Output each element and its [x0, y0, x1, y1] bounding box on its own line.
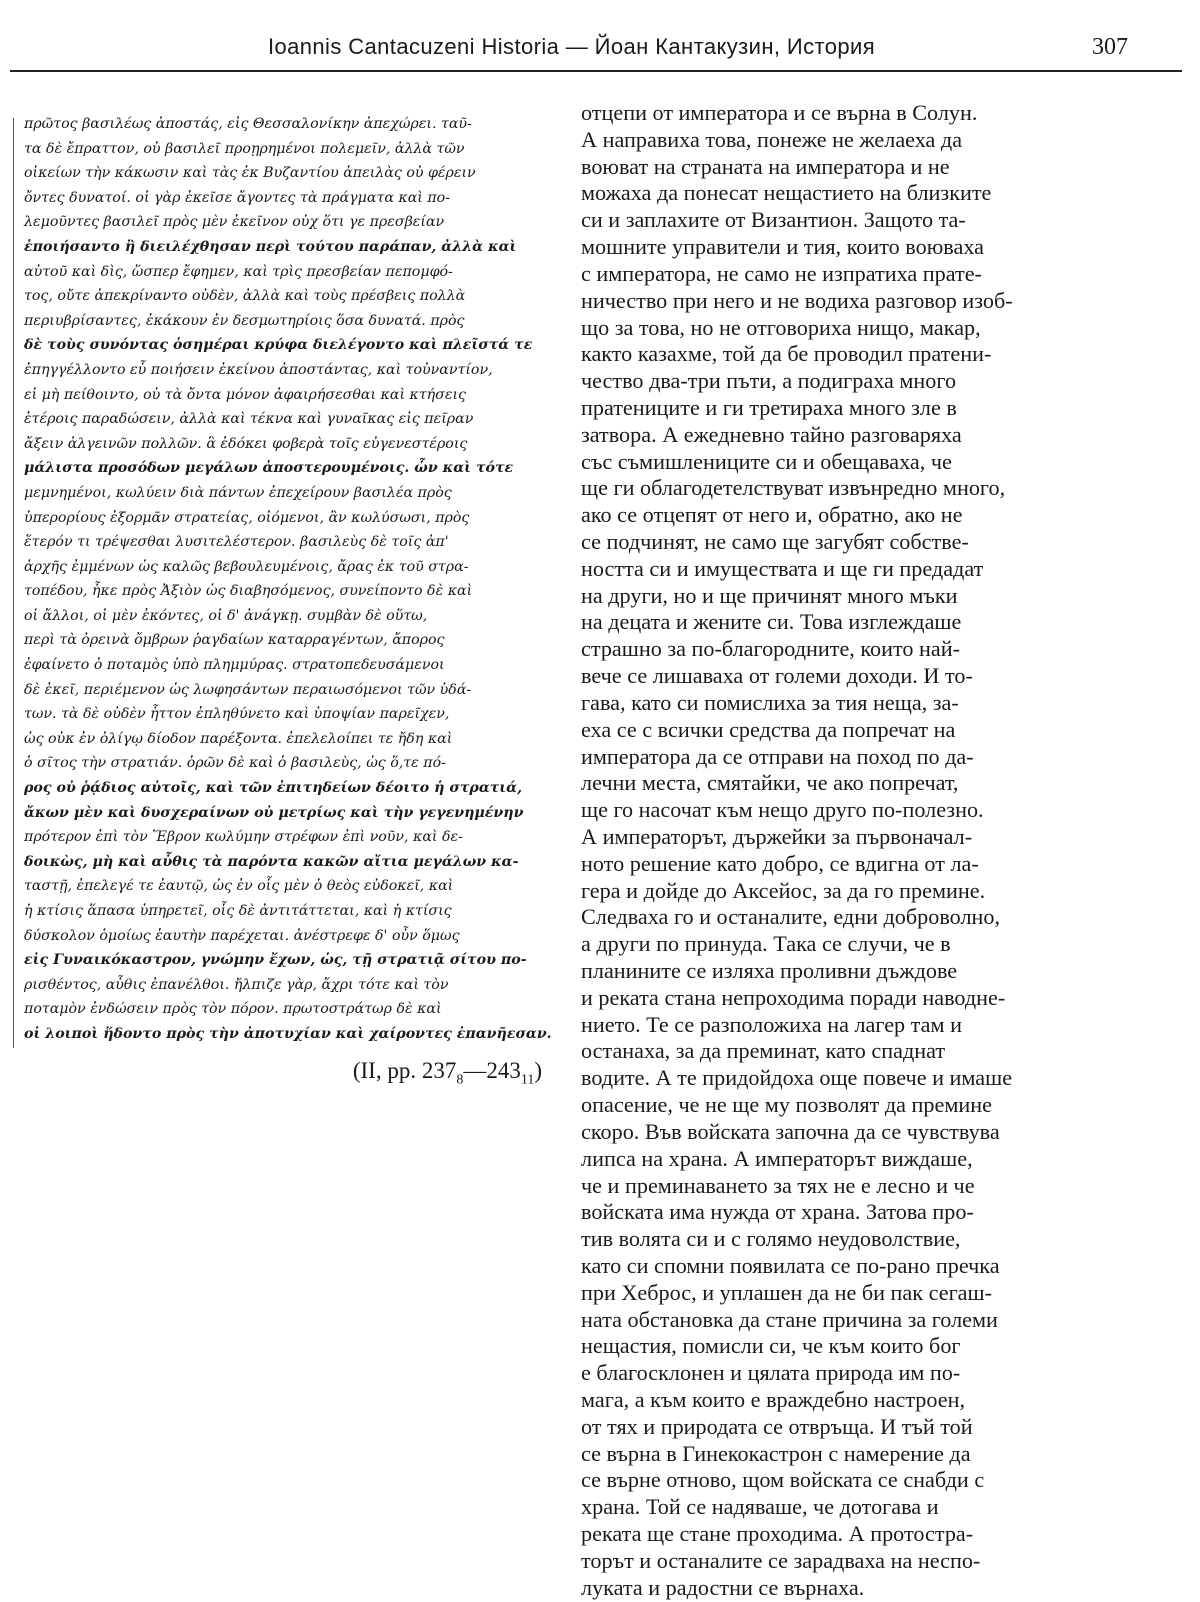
translation-line: липса на храна. А императорът виждаше, — [581, 1145, 973, 1171]
translation-line: като си спомни появилата се по-рано пречка — [581, 1252, 1000, 1278]
translation-line: ако се отцепят от него и, обратно, ако не — [581, 502, 963, 528]
translation-line: Следваха го и останалите, едни доброволно, — [581, 904, 1001, 930]
translation-line: ната обстановка да стане причина за големи — [581, 1306, 998, 1332]
translation-line: на други, но и ще причинят много мъки — [581, 582, 958, 608]
translation-line: от тях и природата се отвръща. И тъй той — [581, 1413, 973, 1439]
translation-line: императора да се отправи на поход по да- — [581, 743, 974, 769]
greek-line: πρότερον ἐπὶ τὸν Ἕβρον κωλύμην στρέφων ἐπὶ νοῦν, καὶ δε- — [24, 829, 463, 846]
translation-line: е благосклонен и цялата природа им по- — [581, 1360, 961, 1386]
citation-suffix: ) — [534, 1058, 542, 1083]
greek-line: περιυβρίσαντες, ἐκάκουν ἐν δεσμωτηρίοις ὅσα δυνατά. πρὸς — [24, 312, 465, 329]
greek-line: ἄξειν ἀλγεινῶν πολλῶν. ἃ ἐδόκει φοβερὰ τοῖς εὐγενεστέροις — [24, 435, 468, 452]
translation-line: реката ще стане проходима. А протостра- — [581, 1521, 974, 1547]
citation-subscript-start: 8 — [456, 1072, 464, 1088]
translation-line: ничество при него и не водиха разговор изоб- — [581, 287, 1013, 313]
translation-line: ното решение като добро, се вдигна от ла- — [581, 850, 979, 876]
greek-line: ἄκων μὲν καὶ δυσχεραίνων οὐ μετρίως καὶ τὴν γεγενημένην — [24, 804, 524, 821]
greek-line: περὶ τὰ ὀρεινὰ ὄμβρων ῥαγδαίων καταρραγέντων, ἄπορος — [24, 632, 445, 649]
greek-line: ἑτέροις παραδώσειν, ἀλλὰ καὶ τέκνα καὶ γυναῖκας εἰς πεῖραν — [24, 411, 474, 428]
greek-line: ταστῇ, ἐπελεγέ τε ἑαυτῷ, ὡς ἐν οἷς μὲν ὁ θεὸς εὐδοκεῖ, καὶ — [24, 878, 454, 895]
translation-line: мошните управители и тия, които воюваха — [581, 234, 984, 260]
translation-line: воюват на страната на императора и не — [581, 153, 950, 179]
greek-line: ἡ κτίσις ἅπασα ὑπηρετεῖ, οἷς δὲ ἀντιτάττεται, καὶ ἡ κτίσις — [24, 903, 452, 919]
greek-line: ἀρχῆς ἐμμένων ὡς καλῶς βεβουλευμένοις, ἄρας ἐκ τοῦ στρα- — [24, 558, 469, 575]
translation-line: войската има нужда от храна. Затова про- — [581, 1199, 974, 1225]
translation-line: както казахме, той да бе проводил пратени- — [581, 341, 992, 367]
greek-line: ὡς οὐκ ἐν ὀλίγῳ δίοδον παρέξοντα. ἐπελελοίπει τε ἤδη καὶ — [24, 730, 453, 747]
greek-line: δύσκολον ὁμοίως ἑαυτὴν παρέχεται. ἀνέστρεφε δ' οὖν ὅμως — [24, 927, 460, 944]
greek-line: αὐτοῦ καὶ δὶς, ὥσπερ ἔφημεν, καὶ τρὶς πρεσβείαν πεπομφό- — [24, 263, 453, 280]
translation-line: и реката стана непроходима поради наводне- — [581, 984, 1006, 1010]
translation-line: се подчинят, не само ще загубят собстве- — [581, 529, 969, 554]
translation-line: че и преминаването за тях не е лесно и че — [581, 1172, 975, 1198]
greek-line: ποταμὸν ἐνδώσειν πρὸς τὸν πόρον. πρωτοστράτωρ δὲ καὶ — [24, 1001, 442, 1018]
translation-line: еха се с всички средства да попречат на — [581, 716, 956, 742]
translation-line: пратениците и ги третираха много зле в — [581, 394, 957, 420]
translation-line: скоро. Във войската започна да се чувствува — [581, 1118, 1000, 1144]
translation-line: А направиха това, понеже не желаеха да — [581, 126, 963, 152]
translation-line: нещастия, помисли си, че към които бог — [581, 1333, 961, 1359]
greek-line: πρῶτος βασιλέως ἀποστάς, εἰς Θεσσαλονίκην ἀπεχώρει. ταῦ- — [24, 116, 472, 132]
greek-line: τοπέδου, ἧκε πρὸς Ἀξιὸν ὡς διαβησόμενος, συνείποντο δὲ καὶ — [24, 583, 473, 600]
greek-line: μεμνημένοι, κωλύειν διὰ πάντων ἐπεχείρουν βασιλέα πρὸς — [24, 484, 452, 501]
margin-rule — [13, 118, 14, 1048]
translation-line: гера и дойде до Аксейос, за да го премине. — [581, 877, 986, 903]
translation-line: а други по принуда. Така се случи, че в — [581, 931, 951, 957]
translation-line: луката и радостни се върнаха. — [581, 1574, 865, 1600]
translation-line: затвора. А ежедневно тайно разговаряха — [581, 421, 962, 447]
translation-line: торът и останалите се зарадваха на неспо- — [581, 1547, 981, 1573]
translation-line: гава, като си помислиха за тия неща, за- — [581, 689, 959, 715]
translation-line: при Хеброс, и уплашен да не би пак сегаш- — [581, 1279, 992, 1305]
greek-line: εἰ μὴ πείθοιντο, οὐ τὰ ὄντα μόνον ἀφαιρήσεσθαι καὶ κτήσεις — [24, 386, 466, 403]
translation-line: се върне отново, щом войската се снабди с — [581, 1467, 985, 1493]
greek-line: οἱ ἄλλοι, οἱ μὲν ἑκόντες, οἱ δ' ἀνάγκῃ. συμβὰν δὲ οὕτω, — [24, 607, 428, 624]
translation-line: нието. Те се разположиха на лагер там и — [581, 1011, 962, 1037]
running-head — [0, 30, 1200, 70]
translation-line: чество два-три пъти, а подиграха много — [581, 368, 957, 394]
header-rule — [10, 70, 1182, 72]
greek-line: ὁ σῖτος τὴν στρατιάν. ὁρῶν δὲ καὶ ὁ βασιλεὺς, ὡς ὅ,τε πό- — [24, 755, 446, 772]
citation-range: —243 — [463, 1058, 521, 1083]
page-number: 307 — [1092, 34, 1128, 60]
translation-line: се върна в Гинекокастрон с намерение да — [581, 1440, 971, 1466]
greek-line: οἱ λοιποὶ ἥδοντο πρὸς τὴν ἀποτυχίαν καὶ χαίροντες ἐπανῆεσαν. — [24, 1025, 552, 1042]
greek-line: δοικὼς, μὴ καὶ αὖθις τὰ παρόντα κακῶν αἴτια μεγάλων κα- — [24, 853, 519, 870]
citation-prefix: (II, pp. 237 — [352, 1058, 457, 1083]
translation-line: А императорът, държейки за първоначал- — [581, 823, 973, 849]
greek-line: τος, οὔτε ἀπεκρίναντο οὐδὲν, ἀλλὰ καὶ τοὺς πρέσβεις πολλὰ — [24, 288, 466, 305]
greek-line: μάλιστα προσόδων μεγάλων ἀποστερουμένοις. ὧν καὶ τότε — [24, 460, 514, 477]
greek-line: δὲ ἐκεῖ, περιέμενον ὡς λωφησάντων περαιωσόμενοι τῶν ὑδά- — [24, 681, 472, 698]
translation-line: останаха, за да преминат, като спаднат — [581, 1038, 946, 1064]
translation-line: що за това, но не отговориха нищо, макар, — [581, 314, 981, 340]
greek-line: εἰς Γυναικόκαστρον, γνώμην ἔχων, ὡς, τῇ στρατιᾷ σίτου πο- — [24, 952, 527, 969]
translation-line: ността си и имуществата и ще ги предадат — [581, 555, 984, 581]
translation-line: с императора, не само не изпратиха прате- — [581, 260, 982, 286]
greek-line: ἐπηγγέλλοντο εὖ ποιήσειν ἐκείνου ἀποστάντας, καὶ τοὐναντίον, — [24, 361, 493, 378]
running-title: Ioannis Cantacuzeni Historia — Йоан Кантакузин, История — [268, 34, 876, 59]
greek-text-column — [24, 112, 550, 1047]
greek-line: ἐφαίνετο ὁ ποταμὸς ὑπὸ πλημμύρας. στρατοπεδευσάμενοι — [24, 657, 445, 674]
greek-line: ρισθέντος, αὖθις ἐπανέλθοι. ἤλπιζε γὰρ, ἄχρι τότε καὶ τὸν — [24, 976, 449, 993]
translation-line: водите. А те придойдоха още повече и имаше — [581, 1065, 1013, 1091]
translation-line: тив волята си и с голямо неудоволствие, — [581, 1226, 961, 1252]
translation-line: храна. Той се надяваше, че дотогава и — [581, 1494, 939, 1520]
greek-line: τα δὲ ἔπραττον, οὐ βασιλεῖ προῃρημένοι πολεμεῖν, ἀλλὰ τῶν — [24, 140, 465, 157]
bulgarian-translation-column — [581, 100, 1181, 1602]
greek-line: δὲ τοὺς συνόντας ὁσημέραι κρύφα διελέγοντο καὶ πλεῖστά τε — [24, 337, 533, 354]
greek-line: ἕτερόν τι τρέψεσθαι λυσιτελέστερον. βασιλεὺς δὲ τοῖς ἀπ' — [24, 534, 449, 551]
translation-line: можаха да понесат нещастието на близките — [581, 180, 992, 206]
translation-line: на децата и жените си. Това изглеждаше — [581, 609, 962, 635]
translation-line: ще го насочат към нещо друго по-полезно. — [581, 797, 984, 823]
translation-line: ще ги облагодетелствуват извънредно много, — [581, 475, 1006, 501]
greek-line: οἰκείων τὴν κάκωσιν καὶ τὰς ἐκ Βυζαντίου ἀπειλὰς οὐ φέρειν — [24, 165, 476, 182]
translation-line: опасение, че не ще му позволят да премине — [581, 1092, 992, 1118]
greek-line: ρος οὐ ῥᾴδιος αὐτοῖς, καὶ τῶν ἐπιτηδείων δέοιτο ἡ στρατιά, — [24, 780, 523, 797]
greek-line: ἐποιήσαντο ἢ διειλέχθησαν περὶ τούτου παράπαν, ἀλλὰ καὶ — [24, 238, 517, 255]
translation-line: вече се лишаваха от големи доходи. И то- — [581, 663, 973, 689]
translation-line: страшно за по-благородните, които най- — [581, 636, 961, 662]
greek-line: των. τὰ δὲ οὐδὲν ἧττον ἐπληθύνετο καὶ ὑποψίαν παρεῖχεν, — [24, 706, 450, 723]
translation-line: планините се изляха проливни дъждове — [581, 958, 958, 983]
translation-line: мага, а към които е враждебно настроен, — [581, 1387, 966, 1412]
translation-line: със съмишлениците си и обещаваха, че — [581, 448, 952, 474]
citation-subscript-end: 11 — [520, 1072, 535, 1088]
translation-line: отцепи от императора и се върна в Солун. — [581, 100, 978, 125]
source-citation — [353, 1058, 542, 1089]
translation-line: си и заплахите от Византион. Защото та- — [581, 207, 966, 233]
greek-line: ὄντες δυνατοί. οἱ γὰρ ἐκεῖσε ἄγοντες τὰ πράγματα καὶ πο- — [24, 189, 451, 206]
greek-line: λεμοῦντες βασιλεῖ πρὸς μὲν ἐκεῖνον οὐχ ὅτι γε πρεσβείαν — [24, 214, 445, 231]
translation-line: лечни места, смятайки, че ако попречат, — [581, 770, 959, 796]
greek-line: ὑπερορίους ἐξορμᾶν στρατείας, οἰόμενοι, ἂν κωλύσωσι, πρὸς — [24, 509, 470, 526]
